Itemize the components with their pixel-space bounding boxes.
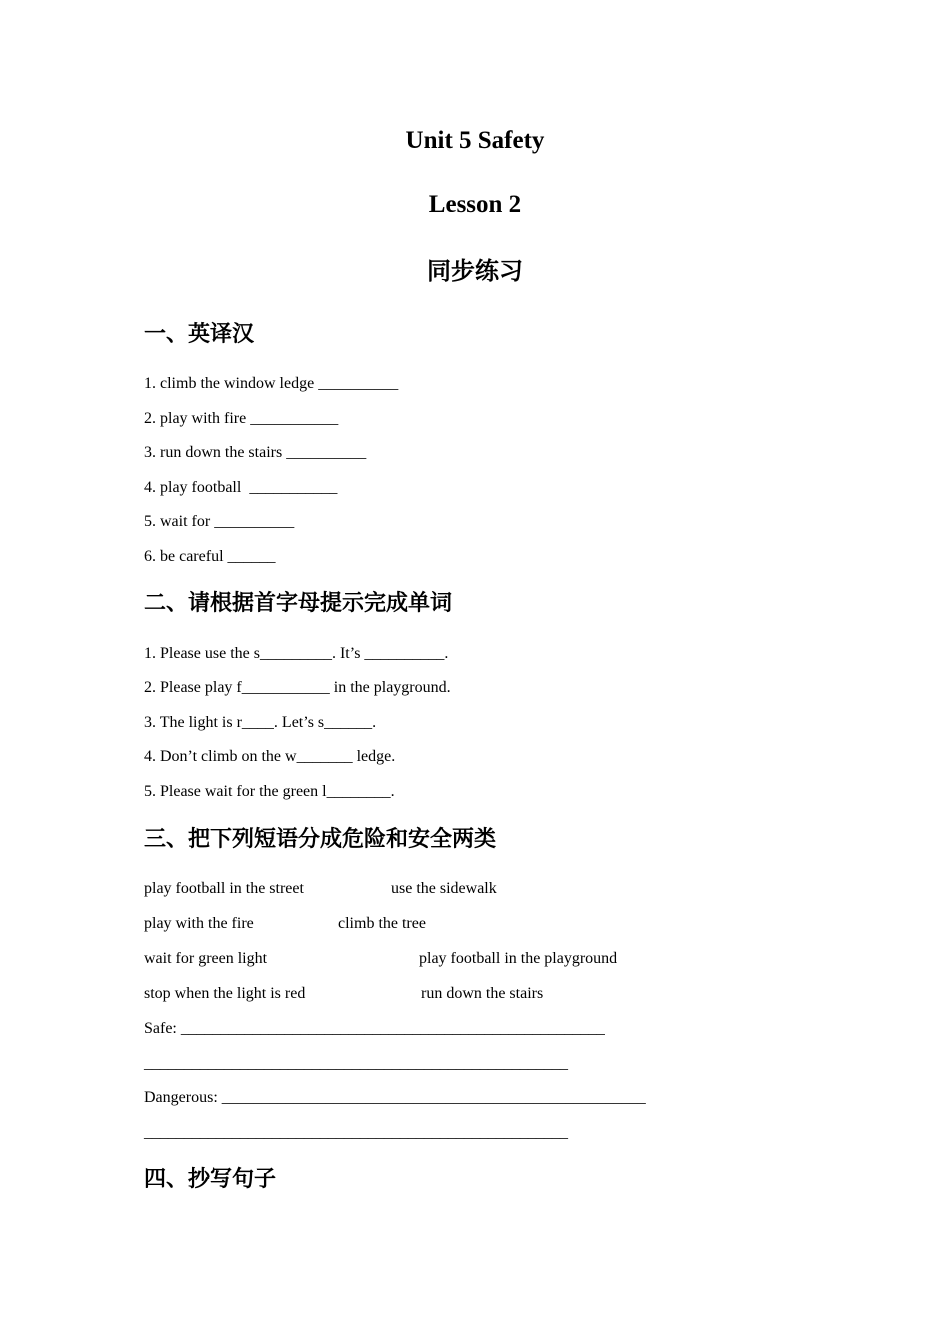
section-heading-copy-sentences: 四、抄写句子 xyxy=(144,1167,277,1192)
dangerous-answer-line-continued: _____________________________________________________ xyxy=(144,1124,568,1141)
translate-item: 1. climb the window ledge __________ xyxy=(144,375,399,392)
safe-answer-line: Safe: _____________________________________________________ xyxy=(144,1020,605,1037)
section-heading-classify: 三、把下列短语分成危险和安全两类 xyxy=(144,827,497,852)
lesson-title: Lesson 2 xyxy=(428,191,522,218)
exercise-subtitle: 同步练习 xyxy=(427,257,523,285)
phrase-right: play football in the playground xyxy=(419,950,618,967)
translate-item: 4. play football ___________ xyxy=(144,479,338,496)
fill-item: 2. Please play f___________ in the playground. xyxy=(144,679,451,696)
phrase-left: stop when the light is red xyxy=(144,985,306,1002)
phrase-left: wait for green light xyxy=(144,950,268,967)
translate-item: 3. run down the stairs __________ xyxy=(144,444,367,461)
fill-item: 5. Please wait for the green l________. xyxy=(144,783,395,800)
translate-item: 5. wait for __________ xyxy=(144,513,295,530)
phrase-left: play football in the street xyxy=(144,880,304,897)
fill-item: 3. The light is r____. Let’s s______. xyxy=(144,714,377,731)
phrase-right: run down the stairs xyxy=(421,985,544,1002)
phrase-right: use the sidewalk xyxy=(391,880,497,897)
safe-answer-line-continued: _____________________________________________________ xyxy=(144,1055,568,1072)
dangerous-answer-line: Dangerous: _____________________________________________________ xyxy=(144,1089,646,1106)
fill-item: 1. Please use the s_________. It’s __________. xyxy=(144,645,449,662)
section-heading-fill-words: 二、请根据首字母提示完成单词 xyxy=(144,591,453,616)
phrase-left: play with the fire xyxy=(144,915,254,932)
translate-item: 2. play with fire ___________ xyxy=(144,410,339,427)
section-heading-translate: 一、英译汉 xyxy=(144,322,255,347)
translate-item: 6. be careful ______ xyxy=(144,548,276,565)
unit-title: Unit 5 Safety xyxy=(405,127,545,154)
fill-item: 4. Don’t climb on the w_______ ledge. xyxy=(144,748,396,765)
phrase-right: climb the tree xyxy=(338,915,426,932)
